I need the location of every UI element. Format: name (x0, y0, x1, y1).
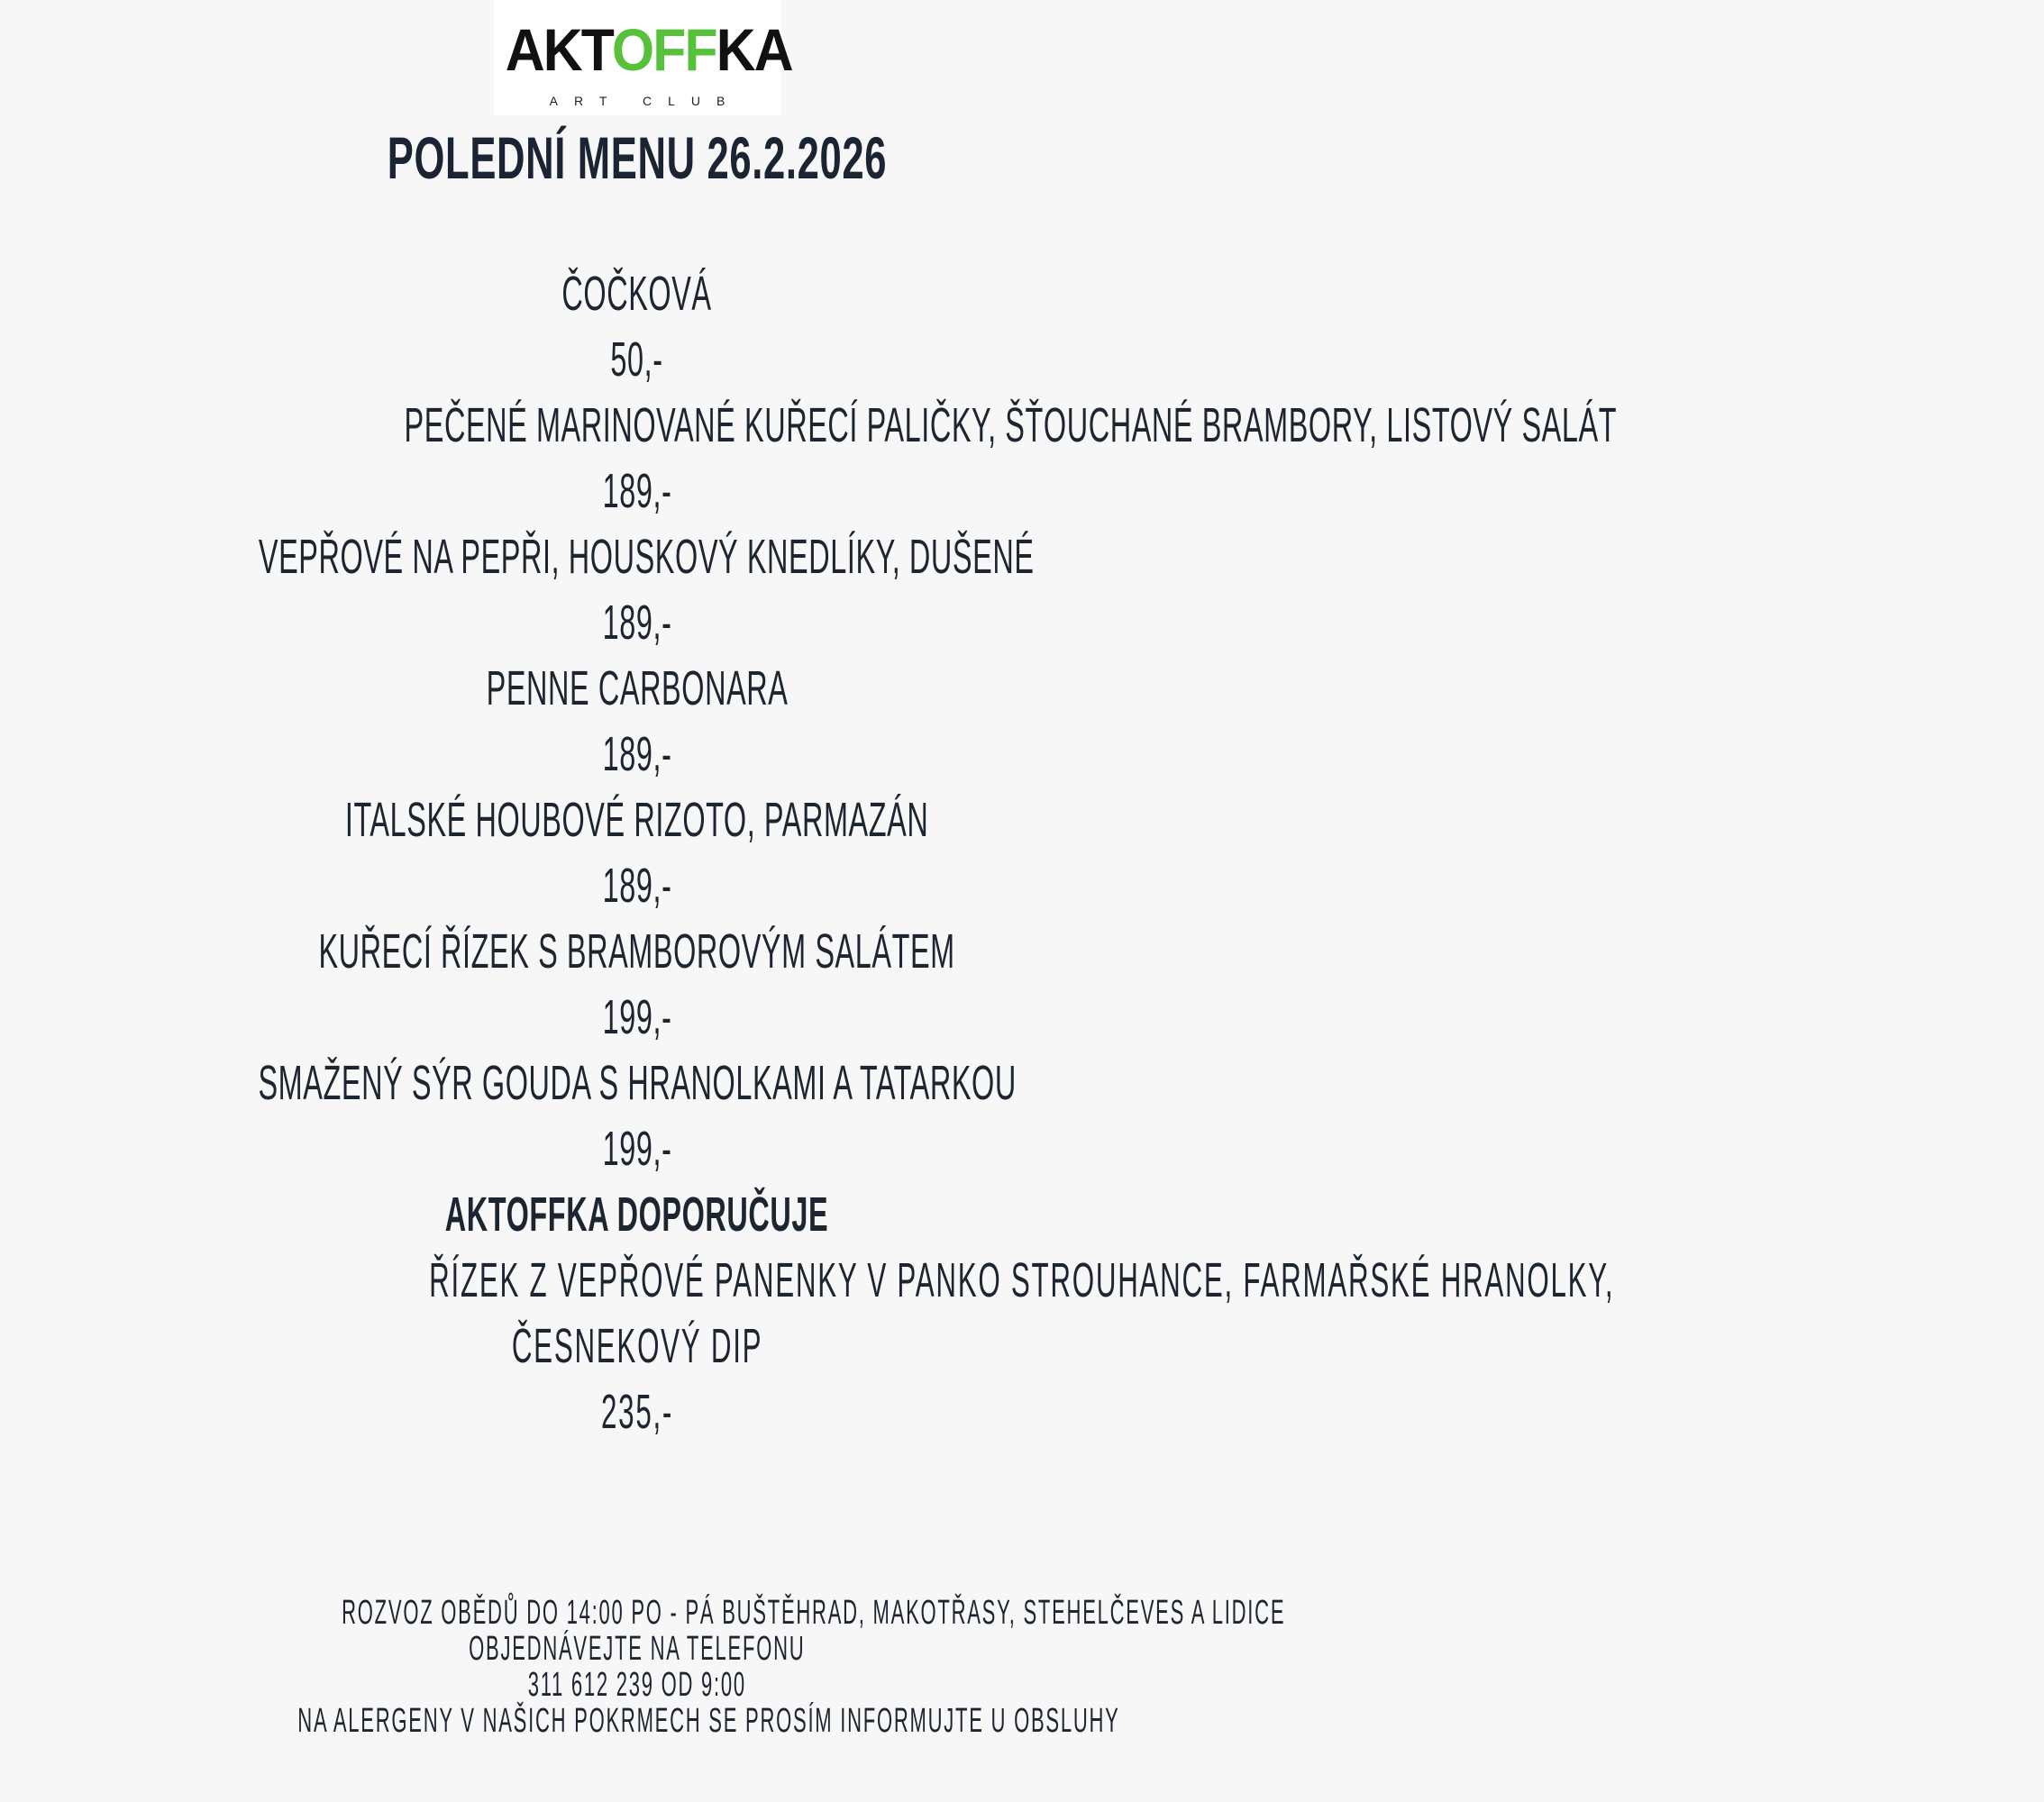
dish-name-text: ITALSKÉ HOUBOVÉ RIZOTO, PARMAZÁN (345, 793, 929, 847)
allergen-notice-text: NA ALERGENY V NAŠICH POKRMECH SE PROSÍM INFORMUJTE U OBSLUHY (297, 1702, 1120, 1740)
phone-number (0, 1667, 1274, 1703)
dish-name (0, 524, 1274, 590)
recommend-price-text: 235,- (600, 1385, 674, 1439)
dish-price-text: 199,- (602, 990, 672, 1044)
allergen-notice (0, 1703, 1274, 1739)
recommend-dish-line2 (0, 1314, 1274, 1379)
dish-name (0, 919, 1274, 985)
dish-price (0, 985, 1274, 1051)
page-title (0, 126, 1274, 189)
logo-wordmark (505, 16, 792, 83)
order-info (0, 1631, 1274, 1667)
dish-name (0, 1051, 1274, 1116)
delivery-info-text: ROZVOZ OBĚDŮ DO 14:00 PO - PÁ BUŠTĚHRAD, MAKOTŘASY, STEHELČEVES A LIDICE (342, 1594, 1286, 1632)
dish-price-text: 199,- (602, 1122, 672, 1176)
dish-name (0, 393, 1618, 459)
dish-name-text: KUŘECÍ ŘÍZEK S BRAMBOROVÝM SALÁTEM (318, 924, 956, 978)
dish-name (0, 656, 1274, 722)
dish-price-text: 189,- (602, 727, 672, 781)
order-info-text: OBJEDNÁVEJTE NA TELEFONU (469, 1630, 806, 1668)
dish-price (0, 853, 1274, 919)
recommend-heading (0, 1182, 1274, 1248)
logo-word-left: AKT (505, 16, 612, 83)
page-title-text: POLEDNÍ MENU 26.2.2026 (387, 124, 888, 191)
dish-price (0, 1116, 1274, 1182)
dish-price-text: 189,- (602, 859, 672, 913)
logo-subtitle: ART CLUB (549, 94, 742, 108)
dish-name-text: PENNE CARBONARA (486, 661, 789, 715)
footer-info (0, 1594, 1286, 1740)
soup-name-text: ČOČKOVÁ (561, 267, 713, 321)
recommend-heading-text: AKTOFFKA DOPORUČUJE (445, 1188, 829, 1242)
soup-price (0, 327, 1274, 393)
aktoffka-logo (494, 0, 792, 115)
dish-price (0, 459, 1274, 524)
dish-name (0, 787, 1274, 853)
logo-word-accent: OFF (611, 16, 716, 83)
recommend-dish-text: ČESNEKOVÝ DIP (511, 1319, 763, 1373)
dish-price (0, 590, 1274, 656)
delivery-info (0, 1594, 1286, 1632)
soup-price-text: 50,- (610, 332, 664, 387)
logo-word-right: KA (716, 16, 792, 83)
dish-name-text: PEČENÉ MARINOVANÉ KUŘECÍ PALIČKY, ŠŤOUCHANÉ BRAMBORY, LISTOVÝ SALÁT (404, 398, 1618, 452)
menu-list (0, 261, 1618, 1445)
recommend-dish-line1 (0, 1248, 1615, 1314)
dish-name-text: VEPŘOVÉ NA PEPŘI, HOUSKOVÝ KNEDLÍKY, DUŠENÉ (258, 530, 1035, 584)
recommend-price (0, 1379, 1274, 1445)
dish-price (0, 722, 1274, 787)
dish-price-text: 189,- (602, 596, 672, 650)
phone-number-text: 311 612 239 OD 9:00 (527, 1666, 747, 1704)
dish-price-text: 189,- (602, 464, 672, 518)
soup-name (0, 261, 1274, 327)
recommend-dish-text: ŘÍZEK Z VEPŘOVÉ PANENKY V PANKO STROUHANCE, FARMAŘSKÉ HRANOLKY, (429, 1253, 1615, 1307)
dish-name-text: SMAŽENÝ SÝR GOUDA S HRANOLKAMI A TATARKOU (258, 1056, 1017, 1110)
